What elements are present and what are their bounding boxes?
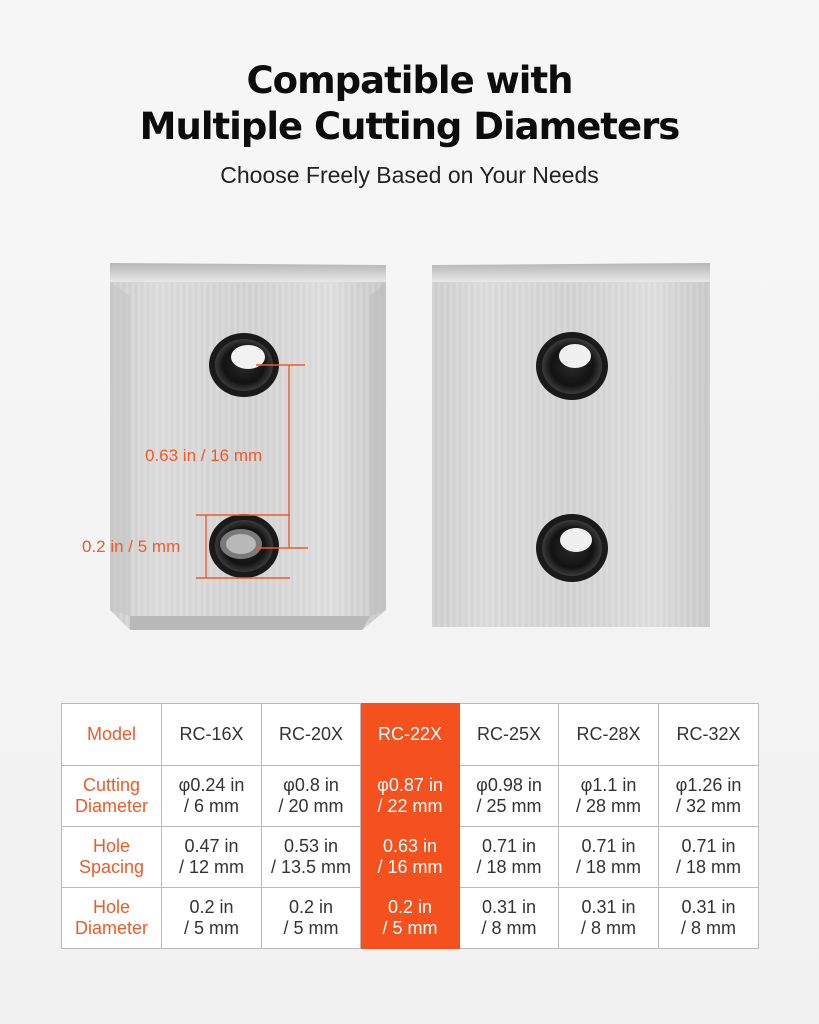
model-cell: RC-28X [559,704,659,766]
cell-line-1: φ0.8 in [283,775,339,795]
table-cell-highlighted [361,827,460,888]
hole-bottom-right [536,514,608,582]
table-row-cutting-diameter [62,766,759,827]
title-line-2: Multiple Cutting Diameters [139,105,680,148]
table-cell [659,827,759,888]
model-cell: RC-16X [162,704,262,766]
table-row-hole-diameter [62,888,759,949]
cell-line-2: / 22 mm [377,796,443,816]
cell-line-1: 0.2 in [387,897,433,917]
row-label-line-1: Hole [92,897,131,917]
cell-line-1: φ0.24 in [178,775,245,795]
cell-line-2: / 18 mm [575,857,641,877]
table-cell [262,766,361,827]
table-cell [460,766,559,827]
cell-line-1: 0.2 in [288,897,334,917]
cell-line-1: 0.53 in [283,836,339,856]
cell-line-1: 0.31 in [681,897,736,917]
row-label [62,888,162,949]
table-cell [559,766,659,827]
table-cell-highlighted [361,888,460,949]
row-label-line-1: Cutting [82,775,141,795]
hole-bottom-left [209,514,279,578]
hole-spacing-label: 0.63 in / 16 mm [145,446,263,465]
cell-line-2: / 16 mm [377,857,443,877]
cell-line-2: / 8 mm [680,918,736,938]
row-label [62,827,162,888]
table-header-row [62,704,759,766]
model-cell: RC-20X [262,704,361,766]
cell-line-1: 0.31 in [581,897,636,917]
table-cell [262,827,361,888]
cell-line-1: 0.31 in [481,897,537,917]
cell-line-1: 0.71 in [581,836,636,856]
cell-line-2: / 5 mm [283,918,339,938]
table-cell [162,888,262,949]
cell-line-1: 0.71 in [481,836,537,856]
table-cell [162,766,262,827]
cell-line-2: / 6 mm [183,796,239,816]
model-cell-highlighted: RC-22X [361,704,460,766]
row-label-line-2: Diameter [74,918,149,938]
table-cell [162,827,262,888]
cell-line-1: φ1.1 in [580,775,637,795]
table-row-hole-spacing [62,827,759,888]
hole-diameter-label: 0.2 in / 5 mm [82,537,181,556]
cell-line-2: / 5 mm [382,918,438,938]
cell-line-1: 0.63 in [382,836,438,856]
cell-line-1: φ1.26 in [675,775,742,795]
table-cell [659,766,759,827]
right-blade-plate [432,263,710,627]
cell-line-2: / 8 mm [580,918,636,938]
row-label-line-2: Spacing [78,857,145,877]
cell-line-2: / 18 mm [675,857,741,877]
cell-line-2: / 8 mm [481,918,537,938]
cell-line-1: φ0.87 in [377,775,443,795]
cell-line-2: / 5 mm [183,918,239,938]
table-cell [460,888,559,949]
model-cell: RC-32X [659,704,759,766]
page-subtitle: Choose Freely Based on Your Needs [220,162,599,188]
row-label-line-1: Hole [92,836,131,856]
table-cell-highlighted [361,766,460,827]
cell-line-1: φ0.98 in [476,775,542,795]
cell-line-2: / 32 mm [675,796,741,816]
cell-line-2: / 25 mm [476,796,542,816]
hole-top-right [536,332,608,400]
specs-table [61,703,759,949]
table-cell [262,888,361,949]
table-cell [559,888,659,949]
cell-line-1: 0.2 in [189,897,234,917]
row-label [62,766,162,827]
table-cell [460,827,559,888]
title-line-1: Compatible with [246,59,573,102]
cell-line-1: 0.47 in [184,836,239,856]
table-cell [659,888,759,949]
cell-line-1: 0.71 in [681,836,736,856]
cell-line-2: / 12 mm [178,857,244,877]
model-cell: RC-25X [460,704,559,766]
cell-line-2: / 18 mm [476,857,542,877]
cell-line-2: / 28 mm [575,796,641,816]
model-label: Model [62,704,162,766]
row-label-line-2: Diameter [74,796,149,816]
cell-line-2: / 13.5 mm [270,857,352,877]
cell-line-2: / 20 mm [278,796,344,816]
table-cell [559,827,659,888]
